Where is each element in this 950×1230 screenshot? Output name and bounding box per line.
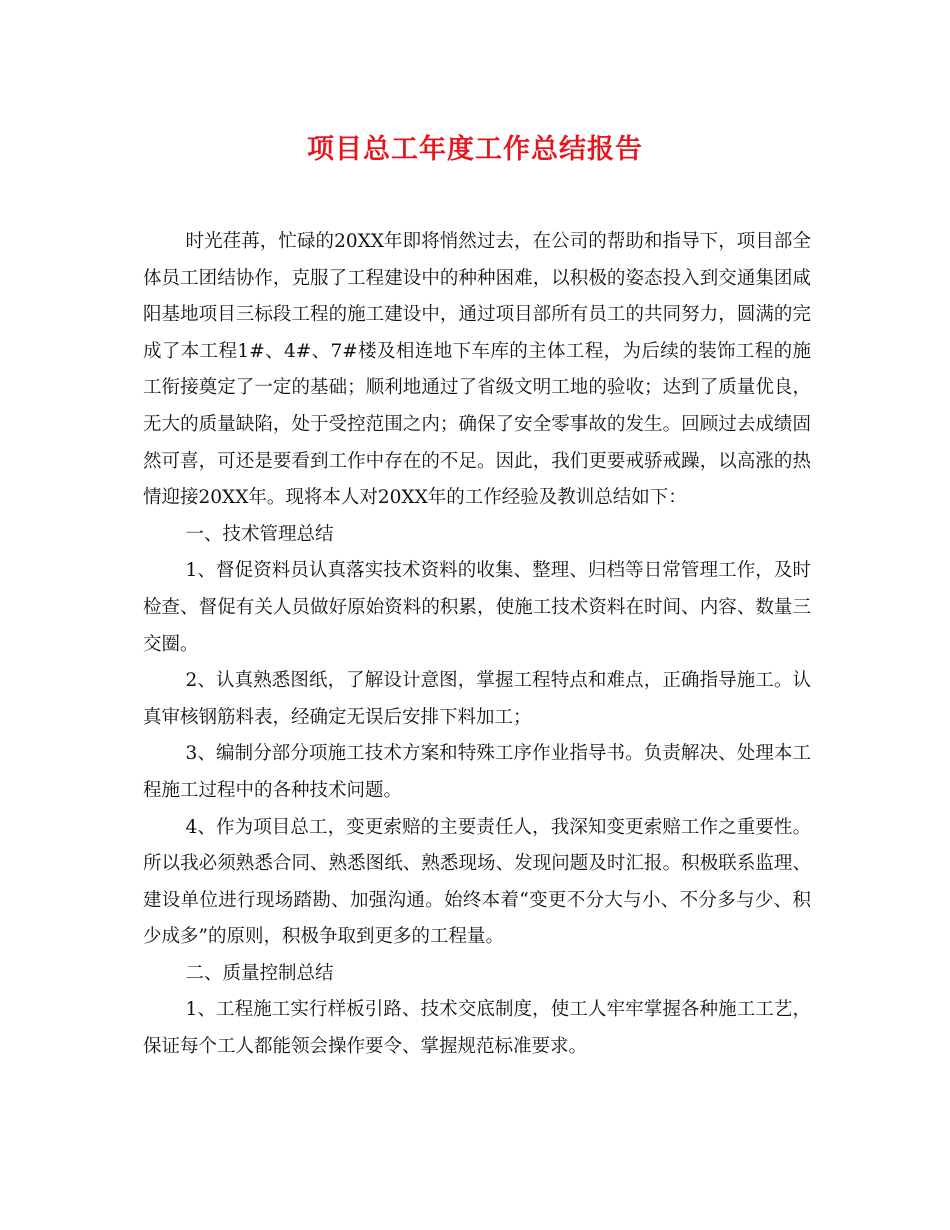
technical-item-3: 3、编制分部分项施工技术方案和特殊工序作业指导书。负责解决、处理本工程施工过程中的各种技术问题。 <box>143 743 811 801</box>
technical-item-4: 4、作为项目总工，变更索赔的主要责任人，我深知变更索赔工作之重要性。所以我必须熟悉合同、熟悉图纸、熟悉现场、发现问题及时汇报。积极联系监理、建设单位进行现场踏勘、加强沟通。始终本着“变更不分大与小、不分多与少、积少成多”的原则，积极争取到更多的工程量。 <box>143 816 811 948</box>
document-body <box>143 224 811 1066</box>
intro-paragraph: 时光荏苒，忙碌的20XX年即将悄然过去，在公司的帮助和指导下，项目部全体员工团结协作，克服了工程建设中的种种困难，以积极的姿态投入到交通集团咸阳基地项目三标段工程的施工建设中，通过项目部所有员工的共同努力，圆满的完成了本工程1#、4#、7#楼及相连地下车库的主体工程，为后续的装饰工程的施工衔接奠定了一定的基础；顺利地通过了省级文明工地的验收；达到了质量优良，无大的质量缺陷，处于受控范围之内；确保了安全零事故的发生。回顾过去成绩固然可喜，可还是要看到工作中存在的不足。因此，我们更要戒骄戒躁，以高涨的热情迎接20XX年。现将本人对20XX年的工作经验及教训总结如下： <box>143 231 811 509</box>
technical-item-1: 1、督促资料员认真落实技术资料的收集、整理、归档等日常管理工作，及时检查、督促有关人员做好原始资料的积累，使施工技术资料在时间、内容、数量三交圈。 <box>143 560 811 655</box>
quality-item-1: 1、工程施工实行样板引路、技术交底制度，使工人牢牢掌握各种施工工艺，保证每个工人都能领会操作要令、掌握规范标准要求。 <box>143 999 811 1058</box>
document-title: 项目总工年度工作总结报告 <box>307 134 643 165</box>
section-heading-quality-control: 二、质量控制总结 <box>185 962 334 984</box>
section-heading-technical-management: 一、技术管理总结 <box>185 523 334 545</box>
technical-item-2: 2、认真熟悉图纸，了解设计意图，掌握工程特点和难点，正确指导施工。认真审核钢筋料表，经确定无误后安排下料加工； <box>143 670 811 728</box>
